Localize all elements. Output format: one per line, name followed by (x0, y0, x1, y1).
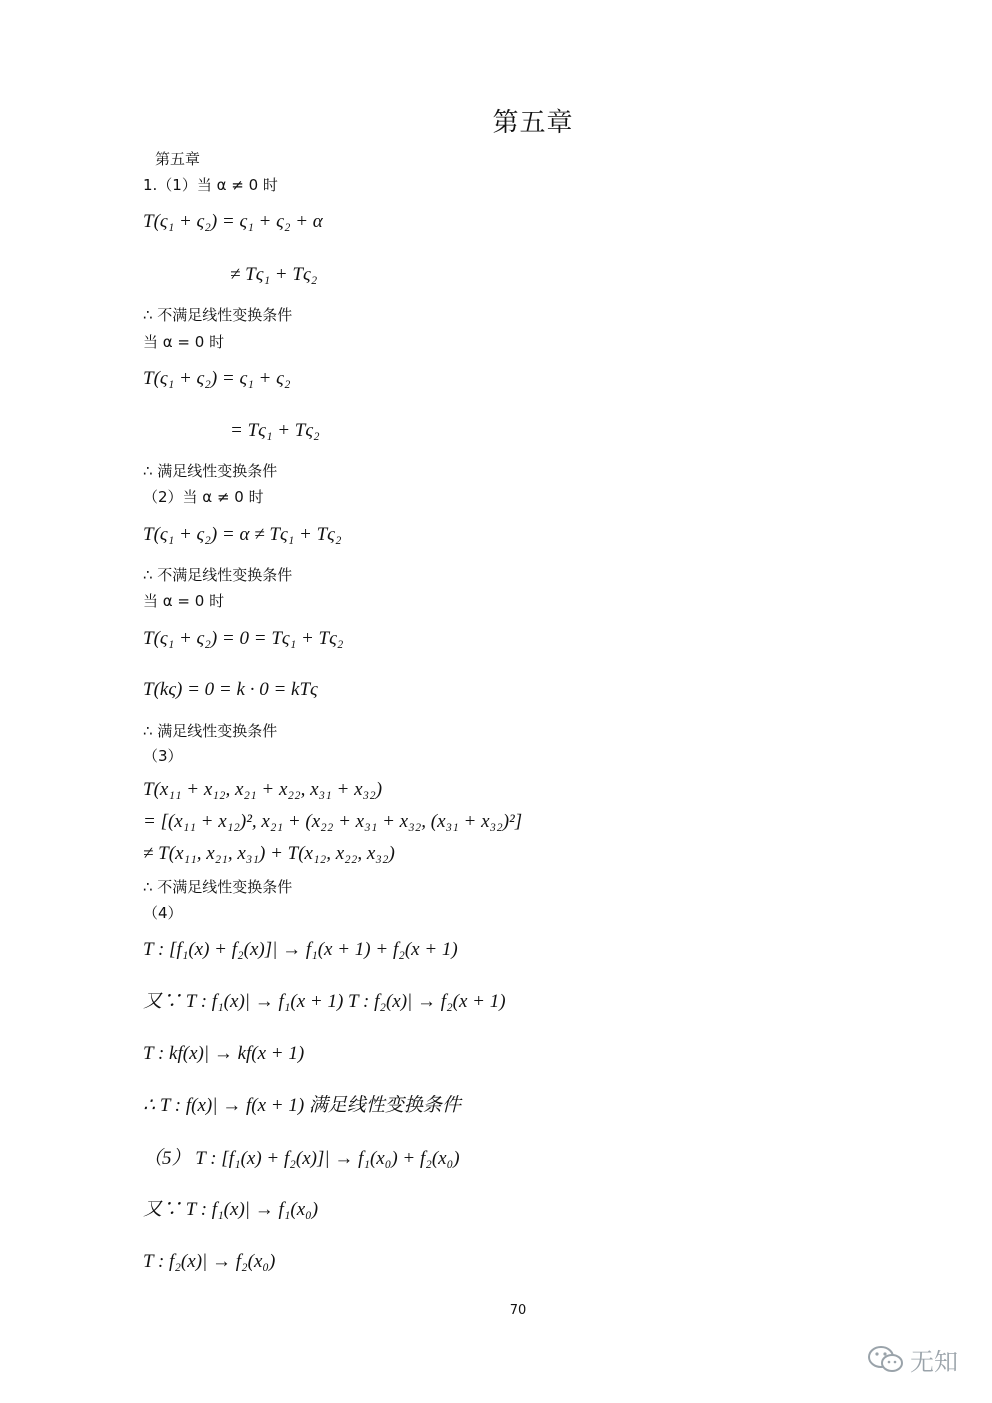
conclusion: ∴ 满足线性变换条件 (143, 722, 278, 740)
case-condition: 当 α = 0 时 (143, 592, 225, 610)
conclusion: ∴ 不满足线性变换条件 (143, 878, 293, 896)
equation: ≠ Tς₁ + Tς₂ (230, 264, 318, 285)
equation: ≠ T(x₁₁, x₂₁, x₃₁) + T(x₁₂, x₂₂, x₃₂) (143, 843, 395, 864)
chapter-title: 第五章 (492, 108, 574, 138)
wechat-icon (866, 1344, 906, 1376)
equation: = [(x₁₁ + x₁₂)², x₂₁ + (x₂₂ + x₃₁ + x₃₂, (x₃₁ + x₃₂)²] (143, 811, 523, 832)
equation: 又∵ T : f₁(x)| → f₁(x₀) (143, 1199, 319, 1220)
equation: = Tς₁ + Tς₂ (230, 420, 320, 441)
conclusion: ∴ 不满足线性变换条件 (143, 306, 293, 324)
equation: T(kς) = 0 = k · 0 = kTς (143, 679, 318, 700)
equation-conclusion: ∴ T : f(x)| → f(x + 1) 满足线性变换条件 (143, 1095, 461, 1116)
chapter-subheading: 第五章 (155, 150, 201, 168)
watermark (866, 1342, 958, 1377)
equation: T : [f₁(x) + f₂(x)]| → f₁(x + 1) + f₂(x + 1) (143, 939, 458, 960)
equation: T(ς₁ + ς₂) = ς₁ + ς₂ (143, 368, 291, 389)
equation: T(x₁₁ + x₁₂, x₂₁ + x₂₂, x₃₁ + x₃₂) (143, 779, 383, 800)
page-number: 70 (509, 1303, 527, 1318)
item-4-label: （4） (143, 904, 183, 922)
equation: 又∵ T : f₁(x)| → f₁(x + 1) T : f₂(x)| → f₂(x + 1) (143, 991, 506, 1012)
case-condition: 当 α = 0 时 (143, 333, 225, 351)
item-1-case-1: 1.（1）当 α ≠ 0 时 (143, 176, 278, 194)
equation: T : kf(x)| → kf(x + 1) (143, 1043, 305, 1064)
equation: T : f₂(x)| → f₂(x₀) (143, 1251, 276, 1272)
item-2-case-1: （2）当 α ≠ 0 时 (143, 488, 264, 506)
item-3-label: （3） (143, 747, 183, 765)
item-5-equation: （5） T : [f₁(x) + f₂(x)]| → f₁(x₀) + f₂(x₀) (143, 1148, 460, 1169)
equation: T(ς₁ + ς₂) = ς₁ + ς₂ + α (143, 211, 323, 232)
watermark-text: 无知 (910, 1348, 958, 1376)
conclusion: ∴ 不满足线性变换条件 (143, 566, 293, 584)
conclusion: ∴ 满足线性变换条件 (143, 462, 278, 480)
equation: T(ς₁ + ς₂) = 0 = Tς₁ + Tς₂ (143, 628, 344, 649)
equation: T(ς₁ + ς₂) = α ≠ Tς₁ + Tς₂ (143, 524, 342, 545)
